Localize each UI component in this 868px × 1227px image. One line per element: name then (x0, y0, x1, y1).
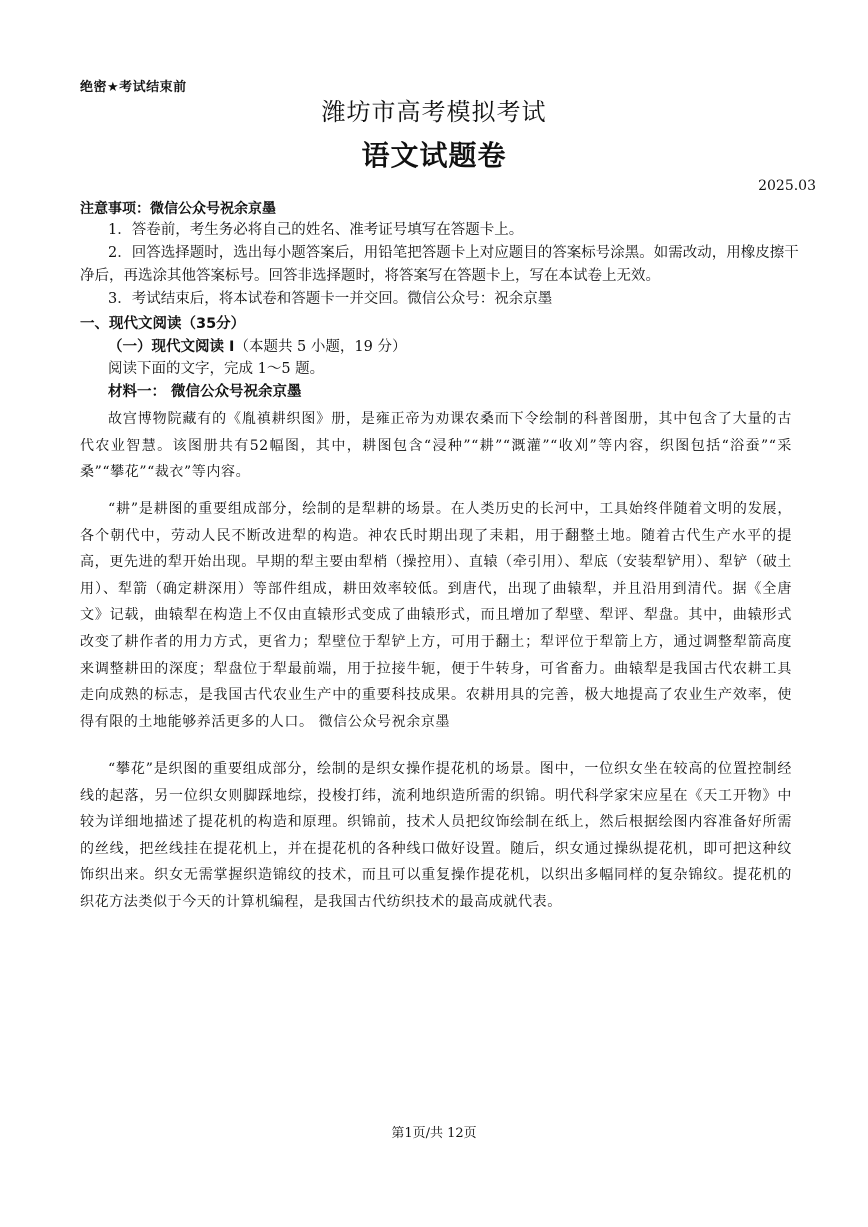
exam-subtitle: 语文试题卷 (361, 139, 507, 172)
reading-instruction: 阅读下面的文字，完成 1～5 题。 (108, 361, 325, 377)
confidential-label: 绝密★考试结束前 (80, 80, 187, 95)
exam-title: 潍坊市高考模拟考试 (321, 98, 547, 126)
notice-item-1: 1．答卷前，考生务必将自己的姓名、准考证号填写在答题卡上。 (108, 222, 524, 238)
material-label: 材料一： 微信公众号祝余京墨 (108, 384, 302, 400)
notice-item-2: 2．回答选择题时，选出每小题答案后，用铅笔把答题卡上对应题目的答案标号涂黑。如需改动，用橡皮擦干净后，再选涂其他答案标号。回答非选择题时，将答案写在答题卡上，写在本试卷上无效。 (80, 245, 799, 284)
paragraph-3: “攀花”是织图的重要组成部分，绘制的是织女操作提花机的场景。图中，一位织女坐在较高的位置控制经线的起落，另一位织女则脚踩地综，投梭打纬，流利地织造所需的织锦。明代科学家宋应星在《天工开物》中较为详细地描述了提花机的构造和原理。织锦前，技术人员把纹饰绘制在纸上，然后根据绘图内容准备好所需的丝线，把丝线挂在提花机上，并在提花机的各种线口做好设置。随后，织女通过操纵提花机，即可把这种纹饰织出来。织女无需掌握织造锦纹的技术，而且可以重复操作提花机，以织出多幅同样的复杂锦纹。提花机的织花方法类似于今天的计算机编程，是我国古代纺织技术的最高成就代表。 (80, 761, 792, 910)
subsection-title: （一）现代文阅读 I (108, 339, 235, 355)
notice-item-3: 3．考试结束后，将本试卷和答题卡一并交回。微信公众号：祝余京墨 (108, 291, 553, 307)
paragraph-1: 故宫博物院藏有的《胤禛耕织图》册，是雍正帝为劝课农桑而下令绘制的科普图册，其中包含了大量的古代农业智慧。该图册共有52幅图，其中，耕图包含“浸种”“耕”“溉灌”“收刈”等内容，织图包括“浴蚕”“采桑”“攀花”“裁衣”等内容。 (80, 411, 792, 481)
page-footer: 第1页/共 12页 (391, 1126, 477, 1141)
subsection-note: （本题共 5 小题，19 分） (234, 339, 407, 355)
paragraph-2: “耕”是耕图的重要组成部分，绘制的是犁耕的场景。在人类历史的长河中，工具始终伴随着文明的发展，各个朝代中，劳动人民不断改进犁的构造。神农氏时期出现了耒耜，用于翻整土地。随着古代生产水平的提高，更先进的犁开始出现。早期的犁主要由犁梢（操控用）、直辕（牵引用）、犁底（安装犁铲用）、犁铲（破土用）、犁箭（确定耕深用）等部件组成，耕田效率较低。到唐代，出现了曲辕犁，并且沿用到清代。据《全唐文》记载，曲辕犁在构造上不仅由直辕形式变成了曲辕形式，而且增加了犁壁、犁评、犁盘。其中，曲辕形式改变了耕作者的用力方式，更省力；犁壁位于犁铲上方，可用于翻土；犁评位于犁箭上方，通过调整犁箭高度来调整耕田的深度；犁盘位于犁最前端，用于拉接牛轭，便于牛转身，可省畜力。曲辕犁是我国古代农耕工具走向成熟的标志，是我国古代农业生产中的重要科技成果。农耕用具的完善，极大地提高了农业生产效率，使得有限的土地能够养活更多的人口。 微信公众号祝余京墨 (80, 501, 792, 730)
exam-date: 2025.03 (758, 178, 816, 194)
notice-heading: 注意事项：微信公众号祝余京墨 (80, 201, 276, 217)
section-heading: 一、现代文阅读（35分） (80, 316, 246, 332)
subsection-heading (108, 335, 406, 356)
